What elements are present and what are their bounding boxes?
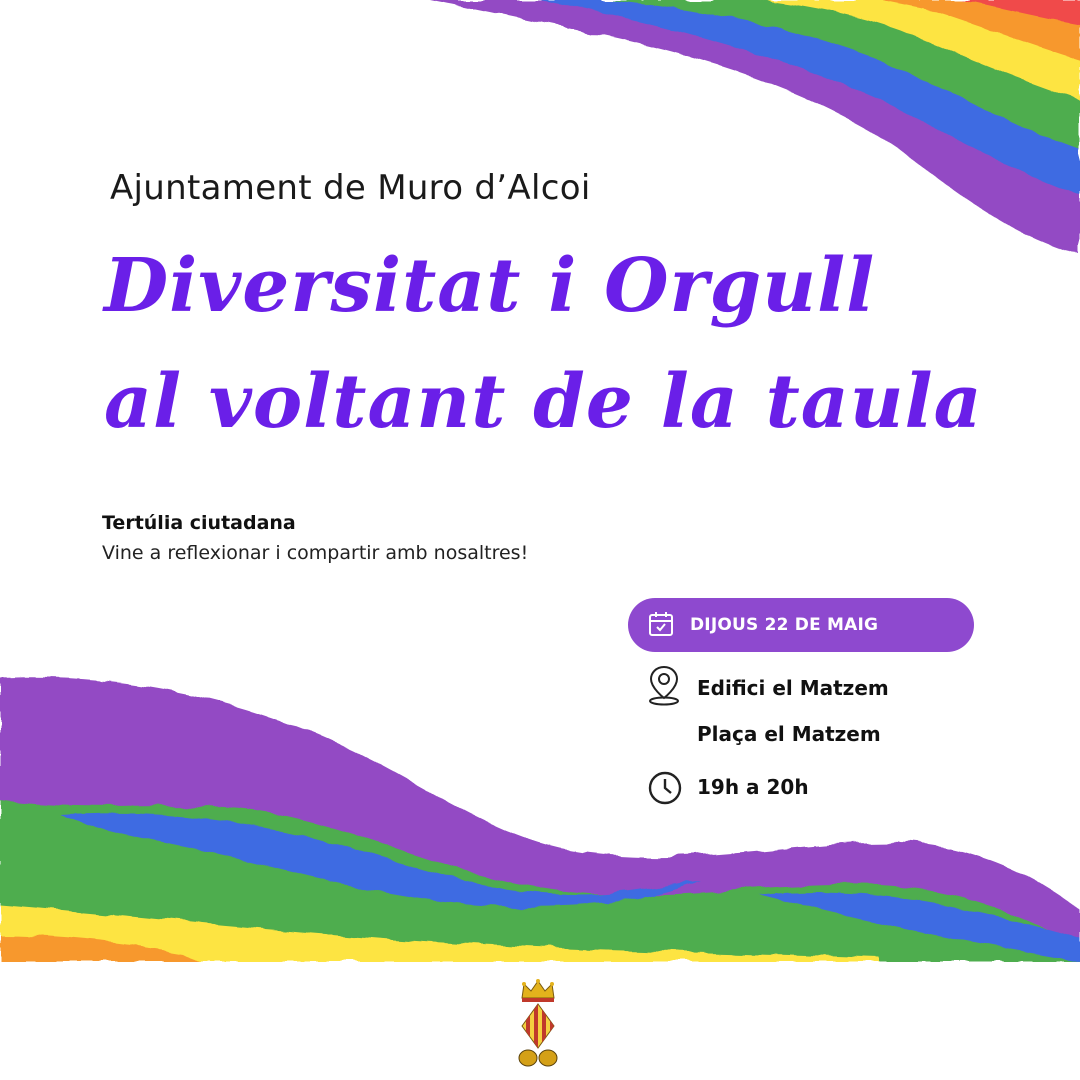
date-badge	[628, 598, 974, 652]
location-address: Plaça el Matzem	[697, 722, 881, 746]
clock-icon	[647, 770, 683, 806]
location-name: Edifici el Matzem	[697, 676, 889, 700]
event-title-line-1: Diversitat i Orgull	[104, 243, 876, 329]
event-title-line-2: al voltant de la taula	[104, 359, 983, 445]
event-time: 19h a 20h	[697, 775, 809, 799]
event-date: DIJOUS 22 DE MAIG	[690, 615, 879, 635]
coat-of-arms-icon	[512, 976, 564, 1068]
event-title	[104, 228, 983, 460]
organizer-name: Ajuntament de Muro d’Alcoi	[110, 168, 591, 208]
map-pin-icon	[646, 664, 682, 706]
event-subtitle: Tertúlia ciutadana	[102, 512, 296, 534]
event-tagline: Vine a reflexionar i compartir amb nosaltres!	[102, 542, 529, 564]
calendar-icon	[648, 611, 674, 637]
